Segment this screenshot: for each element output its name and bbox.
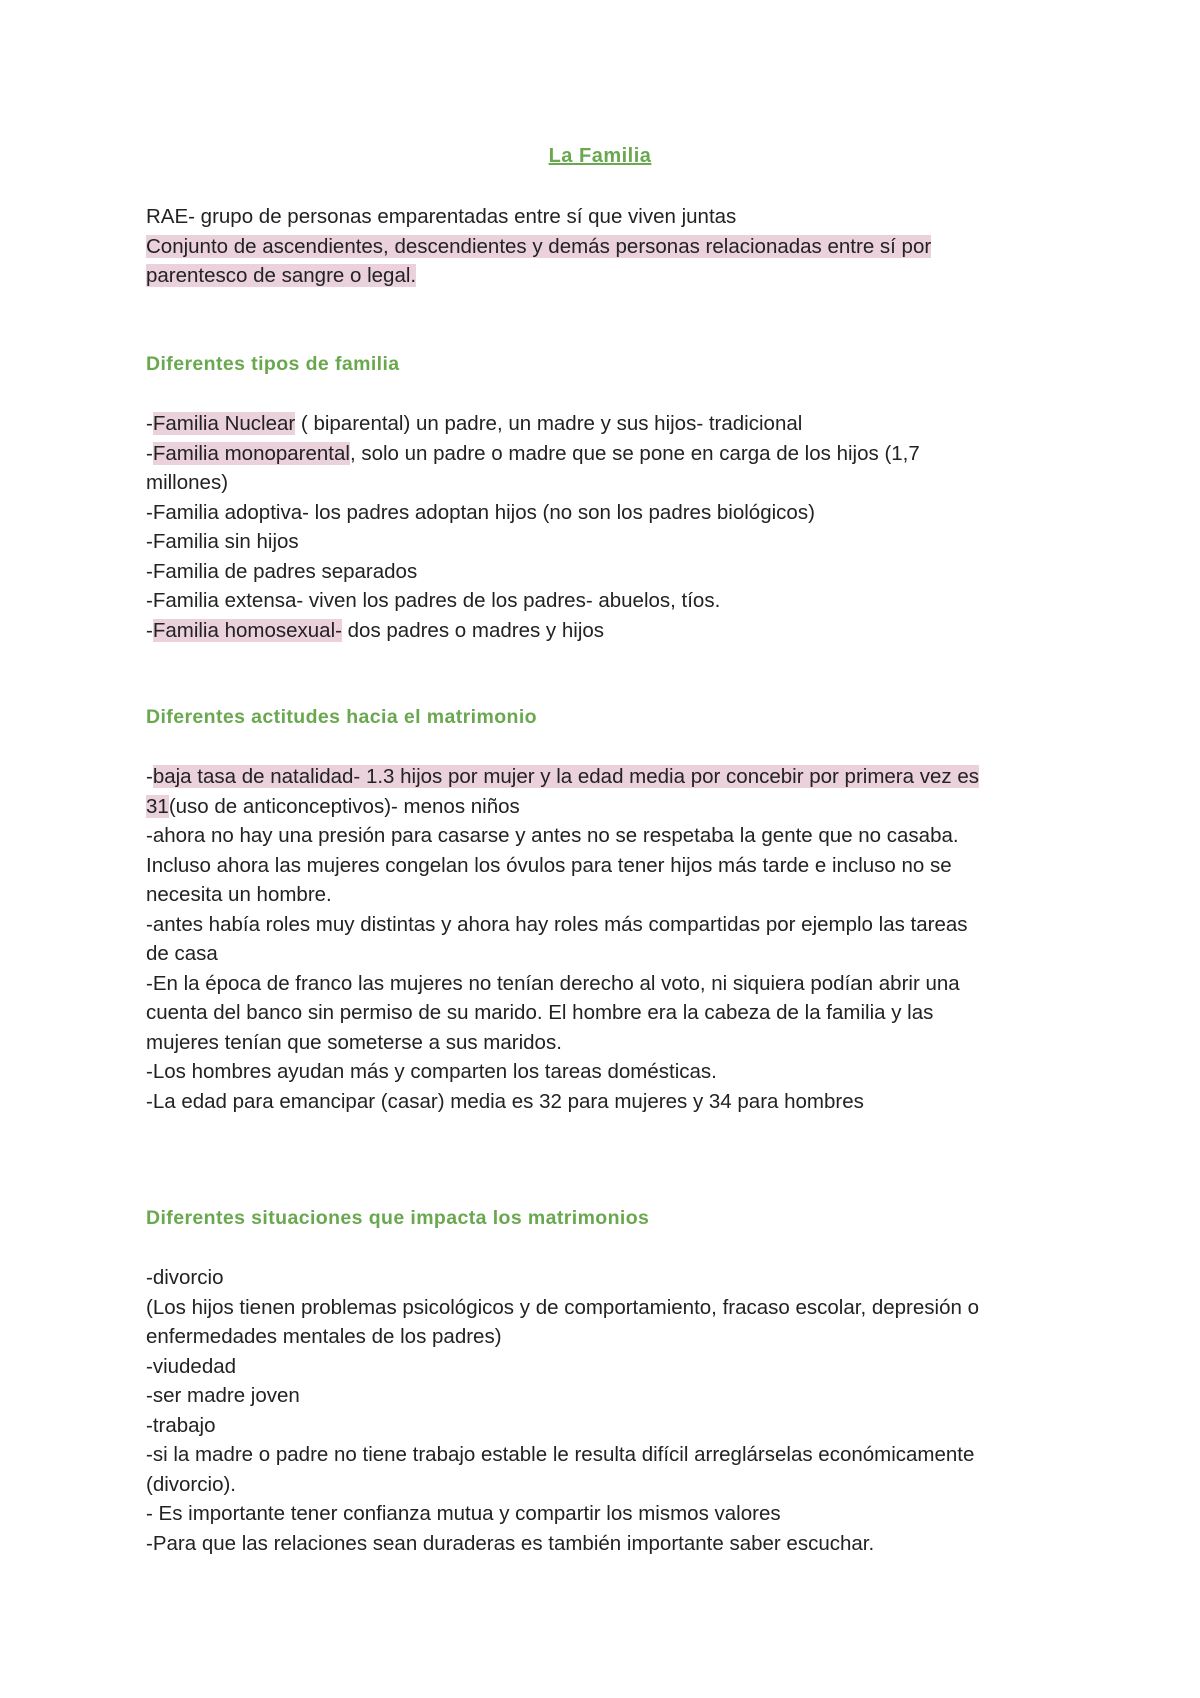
list-item-hijos-cont: enfermedades mentales de los padres): [146, 1325, 502, 1348]
conjunto-definition-line-2: [146, 261, 1066, 291]
dash: -: [146, 618, 153, 642]
highlight: Familia Nuclear: [152, 412, 296, 435]
highlight: parentesco de sangre o legal.: [146, 264, 417, 287]
list-item-estable-cont: (divorcio).: [146, 1472, 236, 1496]
section-heading-actitudes: Diferentes actitudes hacia el matrimonio: [146, 706, 537, 728]
list-item-confianza: - Es importante tener confianza mutua y compartir los mismos valores: [146, 1502, 781, 1525]
actitudes-section: [146, 703, 1066, 733]
item-text: (uso de anticonceptivos)- menos niños: [168, 794, 520, 818]
list-item-trabajo: -trabajo: [146, 1413, 216, 1437]
list-item-madre-joven: -ser madre joven: [146, 1384, 300, 1407]
list-item-edad: -La edad para emancipar (casar) media es 32 para mujeres y 34 para hombres: [146, 1089, 864, 1113]
dash: -: [146, 441, 153, 465]
dash: -: [146, 412, 153, 435]
list-item-franco-cont: mujeres tenían que someterse a sus maridos.: [146, 1030, 562, 1054]
tipos-list: [146, 409, 1066, 645]
list-item-estable: -si la madre o padre no tiene trabajo estable le resulta difícil arreglárselas económicamente: [146, 1443, 975, 1466]
list-item-franco: -En la época de franco las mujeres no tenían derecho al voto, ni siquiera podían abrir una: [146, 971, 960, 995]
situaciones-section: [146, 1204, 1066, 1234]
section-heading-situaciones: Diferentes situaciones que impacta los matrimonios: [146, 1207, 650, 1229]
list-item-viudedad: -viudedad: [146, 1354, 237, 1378]
list-item-presion-cont: Incluso ahora las mujeres congelan los óvulos para tener hijos más tarde e incluso no se: [146, 853, 952, 877]
dash: -: [146, 765, 153, 788]
list-item-adoptiva: -Familia adoptiva- los padres adoptan hijos (no son los padres biológicos): [146, 500, 815, 524]
item-text: dos padres o madres y hijos: [341, 618, 605, 642]
list-item-extensa: -Familia extensa- viven los padres de los padres- abuelos, tíos.: [146, 589, 721, 612]
list-item-hombres: -Los hombres ayudan más y comparten los tareas domésticas.: [146, 1060, 717, 1083]
actitudes-list: [146, 762, 1066, 1116]
highlight: Conjunto de ascendientes, descendientes y demás personas relacionadas entre sí por: [146, 234, 932, 258]
item-text: , solo un padre o madre que se pone en carga de los hijos (1,7: [349, 441, 920, 465]
highlight: Familia homosexual-: [152, 618, 342, 642]
list-item-hijos: (Los hijos tienen problemas psicológicos y de comportamiento, fracaso escolar, depresión o: [146, 1295, 979, 1319]
conjunto-definition-line-1: [146, 232, 1066, 262]
list-item-roles-cont: de casa: [146, 942, 218, 965]
list-item-franco-cont: cuenta del banco sin permiso de su marido. El hombre era la cabeza de la familia y las: [146, 1001, 934, 1024]
list-item-monoparental-cont: millones): [146, 471, 229, 494]
section-heading-tipos: Diferentes tipos de familia: [146, 353, 400, 375]
list-item-homosexual: [146, 616, 1066, 646]
list-item-divorcio: -divorcio: [146, 1266, 224, 1289]
list-item-presion-cont: necesita un hombre.: [146, 883, 332, 906]
highlight: Familia monoparental: [152, 441, 350, 465]
list-item-natalidad: [146, 762, 1066, 792]
list-item-separados: -Familia de padres separados: [146, 559, 418, 583]
list-item-natalidad-cont: [146, 792, 1066, 822]
definition-section: [146, 202, 1066, 291]
list-item-roles: -antes había roles muy distintas y ahora hay roles más compartidas por ejemplo las tareas: [146, 912, 968, 936]
list-item-escuchar: -Para que las relaciones sean duraderas es también importante saber escuchar.: [146, 1531, 875, 1555]
item-text: ( biparental) un padre, un madre y sus hijos- tradicional: [295, 412, 803, 435]
highlight: 31: [146, 794, 169, 818]
rae-definition: RAE- grupo de personas emparentadas entre sí que viven juntas: [146, 205, 737, 228]
list-item-presion: -ahora no hay una presión para casarse y antes no se respetaba la gente que no casaba.: [146, 824, 959, 847]
situaciones-list: [146, 1263, 1066, 1558]
document-title: La Familia: [548, 145, 652, 167]
list-item-sin-hijos: -Familia sin hijos: [146, 530, 299, 553]
list-item-nuclear: [146, 409, 1066, 439]
tipos-section: [146, 350, 1066, 380]
highlight: baja tasa de natalidad- 1.3 hijos por mujer y la edad media por concebir por primera vez es: [152, 765, 979, 788]
list-item-monoparental: [146, 439, 1066, 469]
